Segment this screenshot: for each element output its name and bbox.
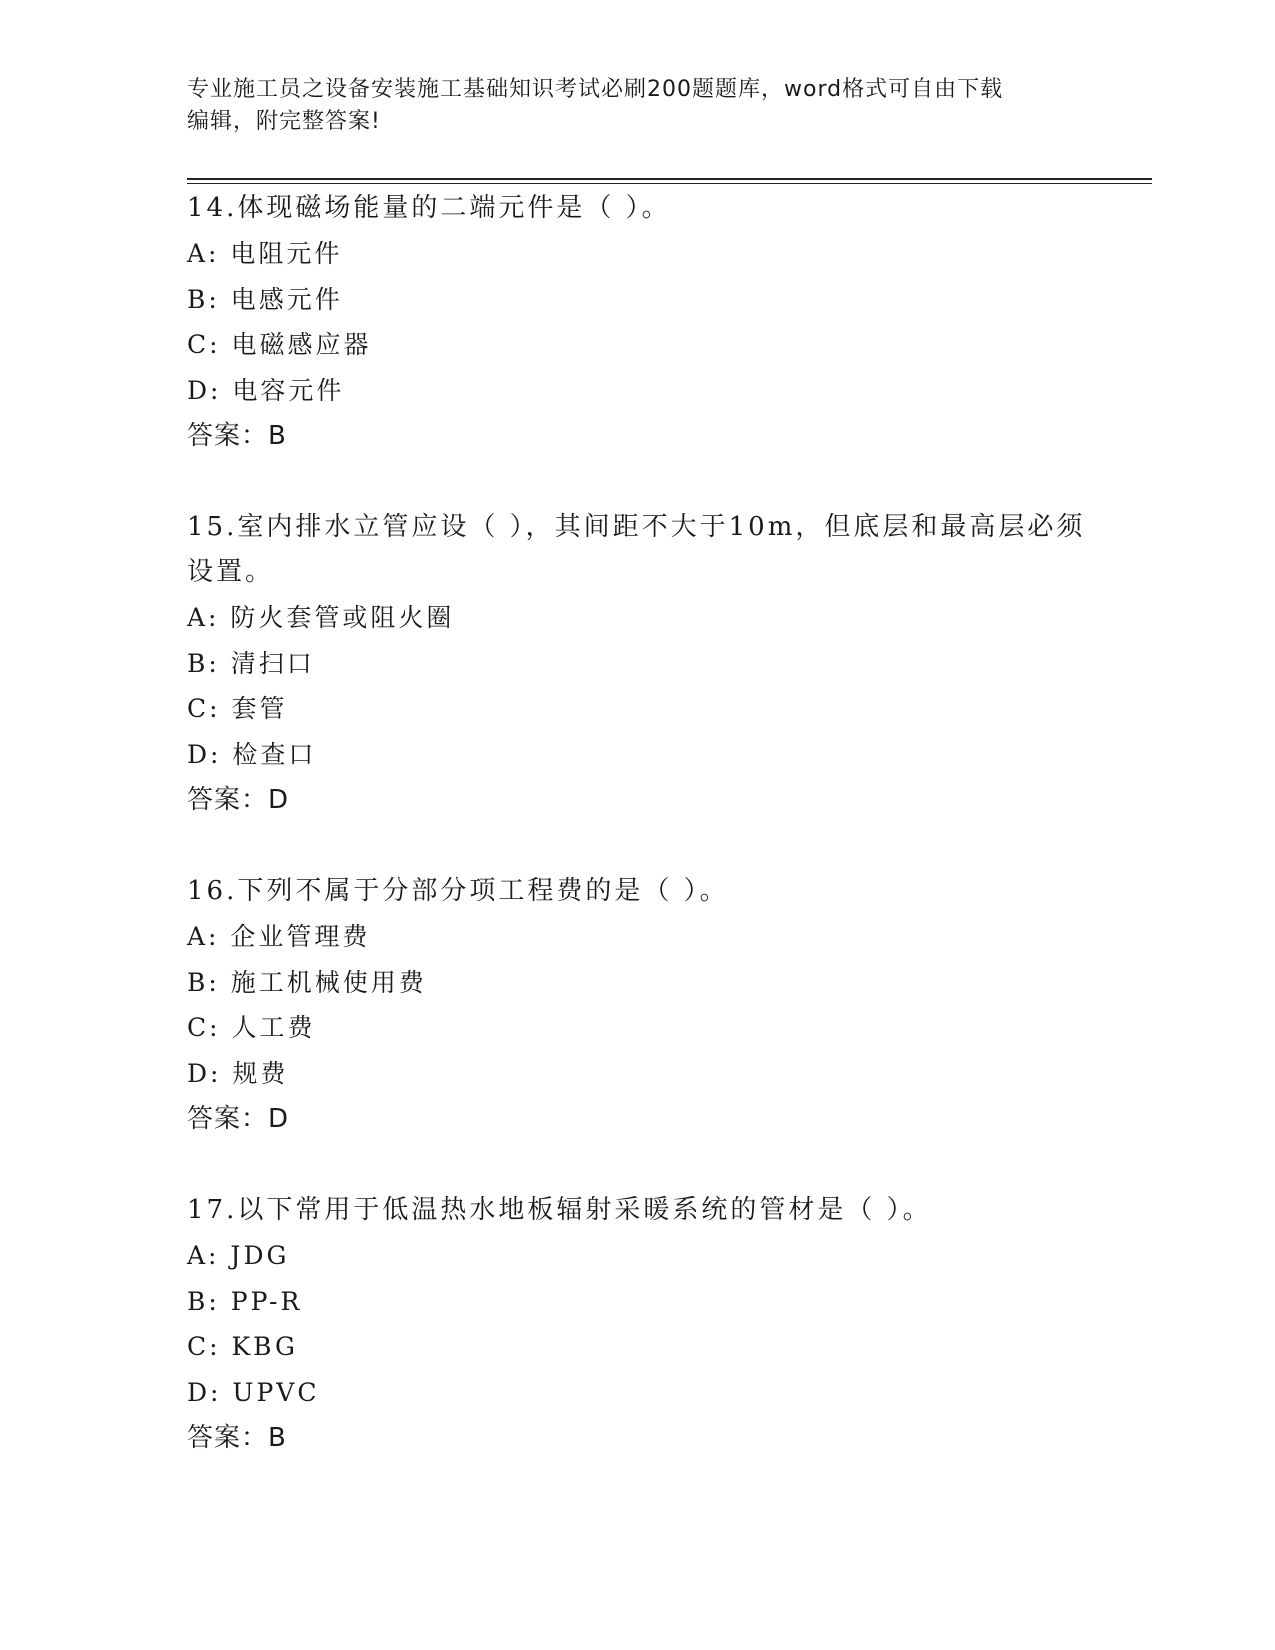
option-c: C: 人工费 bbox=[187, 1013, 316, 1042]
option-c: C: 电磁感应器 bbox=[187, 330, 372, 359]
question-15 bbox=[187, 505, 1087, 823]
document-header bbox=[187, 74, 1067, 138]
option-c: C: 套管 bbox=[187, 694, 288, 723]
option-c: C: KBG bbox=[187, 1332, 298, 1361]
question-stem: 14.体现磁场能量的二端元件是（ ）。 bbox=[187, 193, 671, 223]
question-stem: 17.以下常用于低温热水地板辐射采暖系统的管材是（ ）。 bbox=[187, 1195, 932, 1225]
question-stem: 16.下列不属于分部分项工程费的是（ ）。 bbox=[187, 876, 729, 906]
answer-line: 答案：D bbox=[187, 1104, 290, 1134]
option-b: B: PP-R bbox=[187, 1286, 303, 1316]
option-a: A: 企业管理费 bbox=[187, 922, 371, 951]
option-d: D: UPVC bbox=[187, 1377, 320, 1407]
option-d: D: 检查口 bbox=[187, 739, 317, 769]
header-title-line-1: 专业施工员之设备安装施工基础知识考试必刷200题题库，word格式可自由下载 bbox=[187, 77, 1004, 102]
answer-line: 答案：B bbox=[187, 421, 287, 451]
option-b: B: 施工机械使用费 bbox=[187, 967, 427, 997]
question-list bbox=[187, 186, 1087, 1507]
option-d: D: 规费 bbox=[187, 1058, 289, 1088]
option-a: A: JDG bbox=[187, 1241, 290, 1270]
option-b: B: 电感元件 bbox=[187, 284, 343, 314]
header-title-line-2: 编辑，附完整答案! bbox=[187, 109, 381, 134]
option-b: B: 清扫口 bbox=[187, 648, 315, 678]
question-16 bbox=[187, 869, 1087, 1142]
header-divider-thin bbox=[187, 183, 1152, 184]
option-d: D: 电容元件 bbox=[187, 375, 345, 405]
answer-line: 答案：D bbox=[187, 785, 290, 815]
question-14 bbox=[187, 186, 1087, 459]
question-stem: 15.室内排水立管应设（ ），其间距不大于10m，但底层和最高层必须设置。 bbox=[187, 512, 1086, 587]
header-divider-thick bbox=[187, 178, 1152, 180]
option-a: A: 电阻元件 bbox=[187, 239, 343, 268]
question-17 bbox=[187, 1188, 1087, 1461]
answer-line: 答案：B bbox=[187, 1423, 287, 1453]
option-a: A: 防火套管或阻火圈 bbox=[187, 603, 455, 632]
